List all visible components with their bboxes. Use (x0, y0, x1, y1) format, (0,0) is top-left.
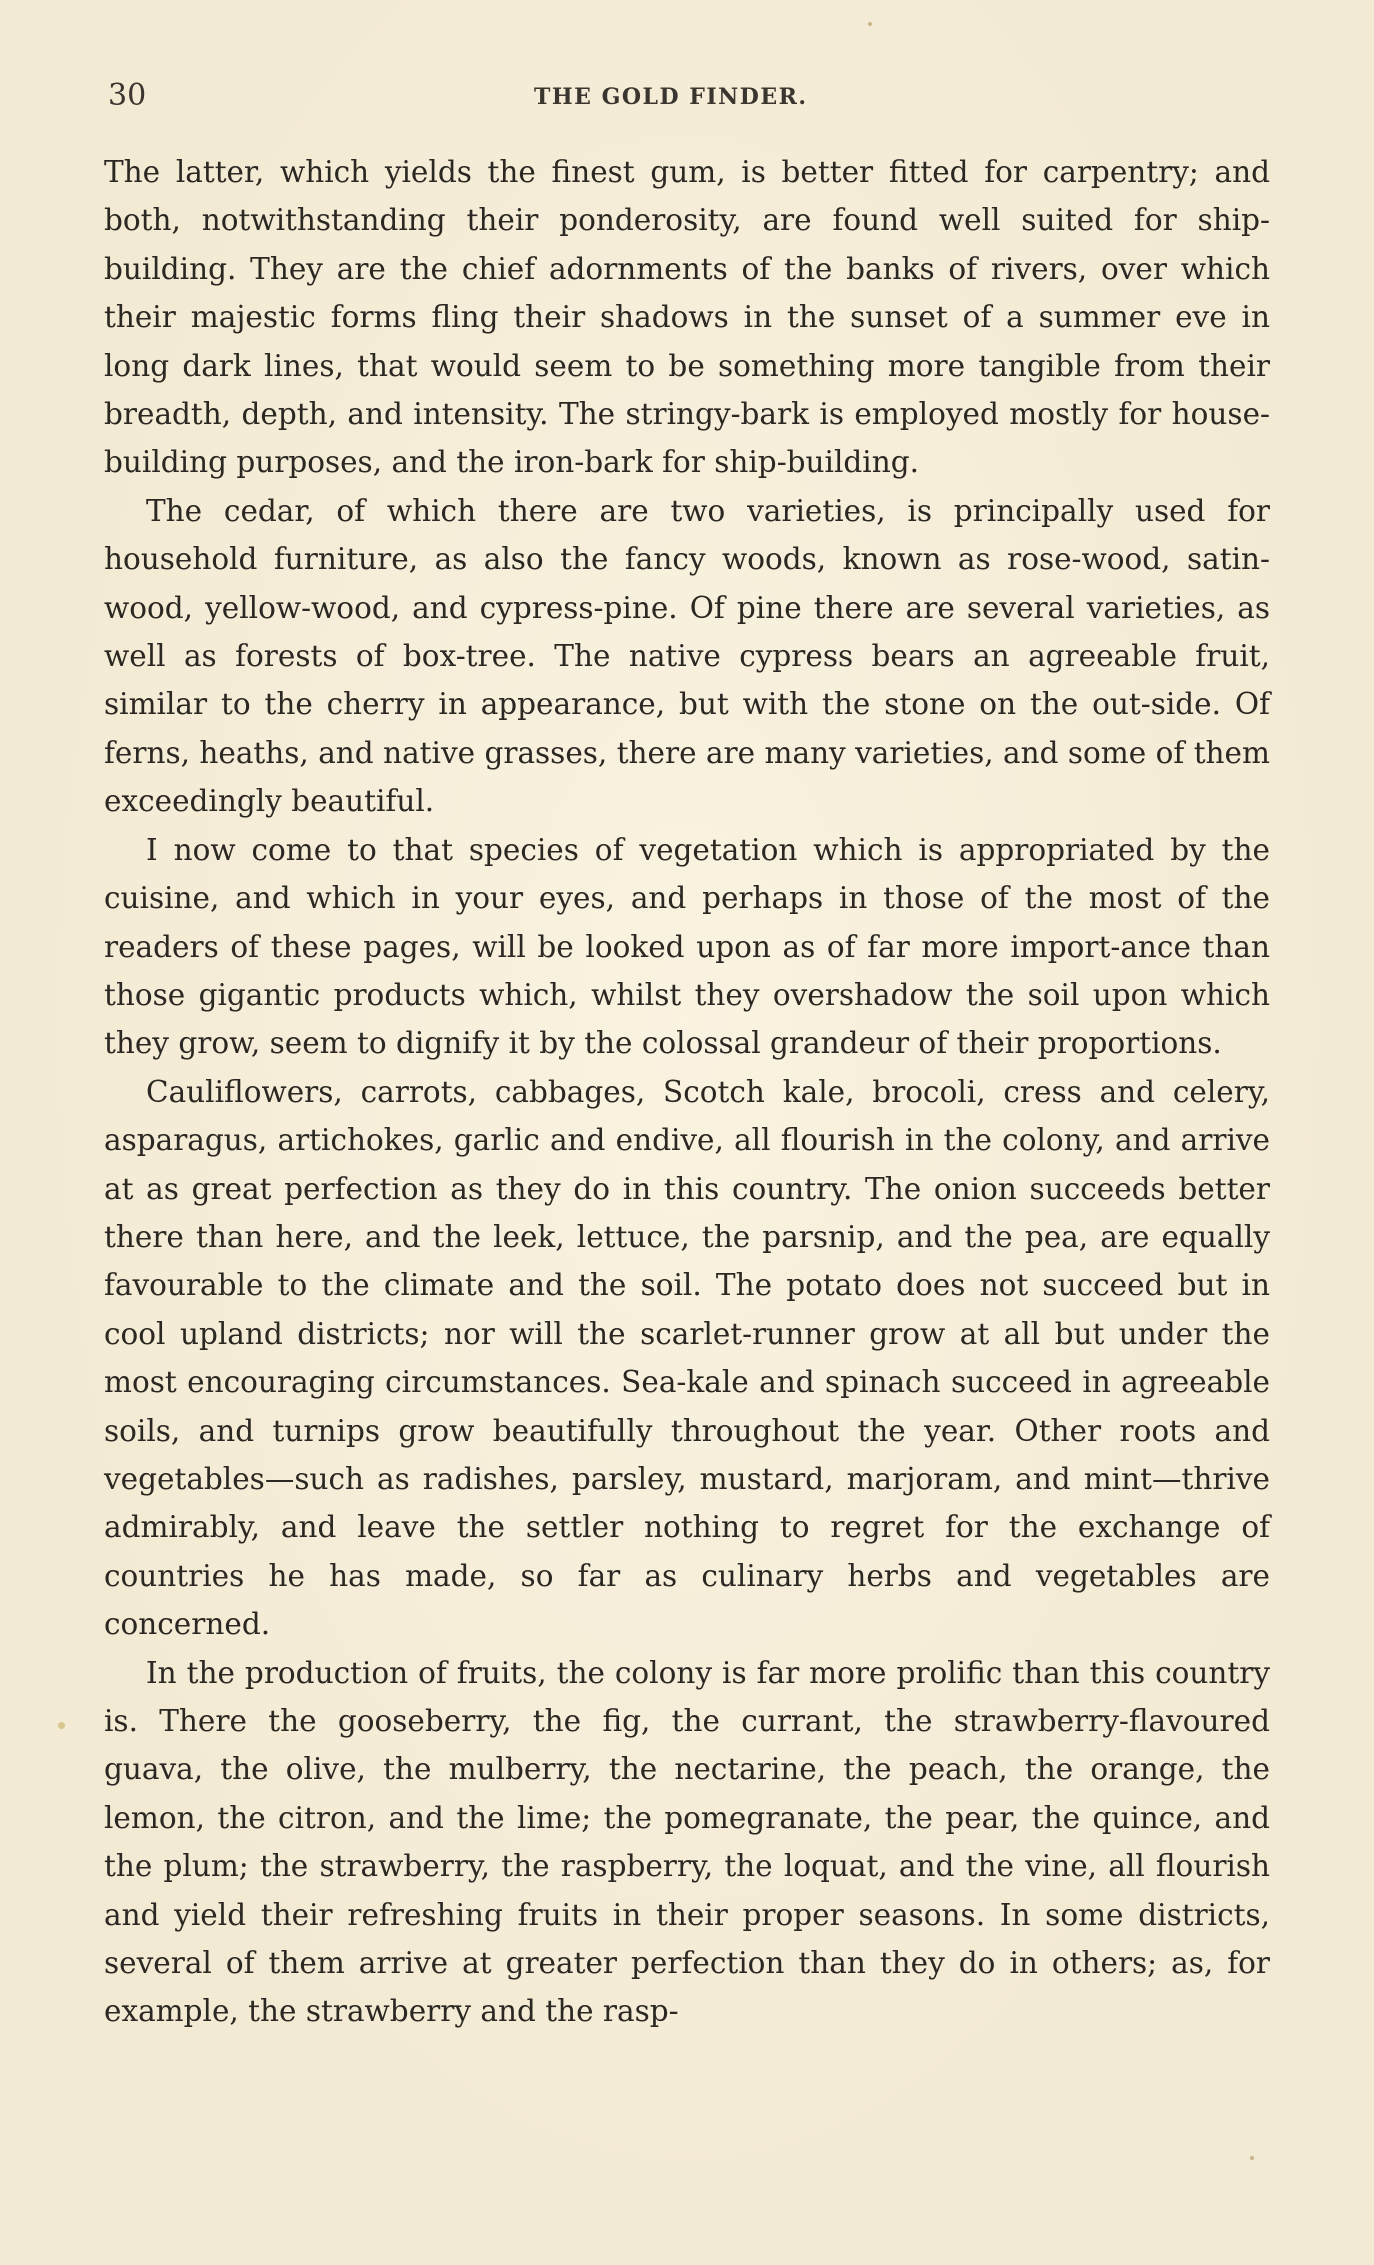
paper-speck (868, 22, 872, 26)
running-head (108, 78, 1268, 118)
running-title: THE GOLD FINDER. (534, 84, 808, 110)
page-number: 30 (108, 78, 147, 113)
body-text (104, 148, 1270, 2036)
paragraph: Cauliflowers, carrots, cabbages, Scotch kale, brocoli, cress and celery, asparagus, artichokes, garlic and endive, all flourish in the colony, and arrive at as great perfection as they do in this country. The onion succeeds better there than here, and the leek, lettuce, the parsnip, and the pea, are equally favourable to the climate and the soil. The potato does not succeed but in cool upland districts; nor will the scarlet-runner grow at all but under the most encouraging circumstances. Sea-kale and spinach succeed in agreeable soils, and turnips grow beautifully throughout the year. Other roots and vegetables—such as radishes, parsley, mustard, marjoram, and mint—thrive admirably, and leave the settler nothing to regret for the exchange of countries he has made, so far as culinary herbs and vegetables are concerned. (104, 1074, 1270, 1642)
paragraph: The cedar, of which there are two varieties, is principally used for household furniture, as also the fancy woods, known as rose-wood, satin-wood, yellow-wood, and cypress-pine. Of pine there are several varieties, as well as forests of box-tree. The native cypress bears an agreeable fruit, similar to the cherry in appearance, but with the stone on the out-side. Of ferns, heaths, and native grasses, there are many varieties, and some of them exceedingly beautiful. (104, 493, 1270, 819)
paragraph: In the production of fruits, the colony is far more prolific than this country is. There the gooseberry, the fig, the currant, the strawberry-flavoured guava, the olive, the mulberry, the nectarine, the peach, the orange, the lemon, the citron, and the lime; the pomegranate, the pear, the quince, and the plum; the strawberry, the raspberry, the loquat, and the vine, all flourish and yield their refreshing fruits in their proper seasons. In some districts, several of them arrive at greater perfection than they do in others; as, for example, the strawberry and the rasp- (104, 1655, 1270, 2029)
paper-speck (1250, 2156, 1254, 2160)
paragraph: I now come to that species of vegetation which is appropriated by the cuisine, and which in your eyes, and perhaps in those of the most of the readers of these pages, will be looked upon as of far more import-ance than those gigantic products which, whilst they overshadow the soil upon which they grow, seem to dignify it by the colossal grandeur of their proportions. (104, 832, 1270, 1061)
paper-speck (58, 1722, 65, 1729)
paragraph: The latter, which yields the finest gum, is better fitted for carpentry; and both, notwithstanding their ponderosity, are found well suited for ship-building. They are the chief adornments of the banks of rivers, over which their majestic forms fling their shadows in the sunset of a summer eve in long dark lines, that would seem to be something more tangible from their breadth, depth, and intensity. The stringy-bark is employed mostly for house-building purposes, and the iron-bark for ship-building. (104, 155, 1270, 480)
